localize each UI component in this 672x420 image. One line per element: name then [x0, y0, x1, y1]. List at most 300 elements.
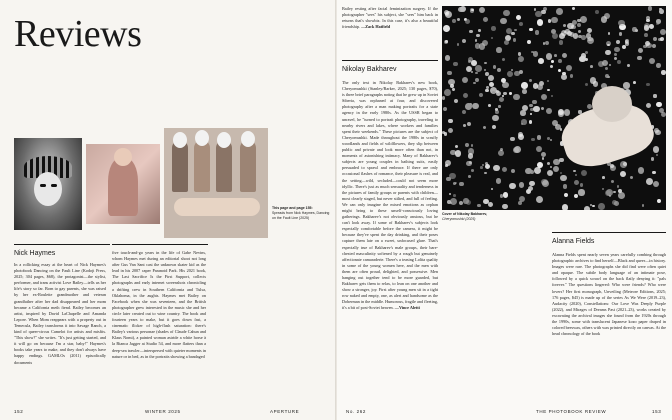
review-name-bakharev: Nikolay Bakharev — [342, 66, 397, 73]
flower-dot — [471, 60, 477, 66]
flower-dot — [488, 75, 494, 81]
flower-dot — [577, 19, 581, 23]
flower-dot — [565, 29, 569, 33]
flower-dot — [547, 80, 549, 82]
flower-dot — [546, 53, 552, 59]
flower-dot — [503, 10, 509, 16]
flower-dot — [457, 43, 459, 45]
flower-dot — [605, 50, 611, 56]
footer-issue: No. 262 — [346, 409, 366, 414]
flower-dot — [529, 181, 535, 187]
gutter — [335, 0, 337, 420]
flower-dot — [553, 166, 559, 172]
flower-dot — [484, 172, 486, 174]
mask-shape — [217, 132, 231, 148]
flower-dot — [637, 56, 642, 61]
footer-magazine: APERTURE — [270, 409, 300, 414]
flower-dot — [656, 102, 662, 108]
flower-dot — [448, 128, 453, 133]
intro-byline: —Zack Hatfield — [361, 24, 391, 30]
flower-dot — [601, 16, 607, 22]
flower-dot — [550, 166, 552, 168]
flower-dot — [608, 32, 611, 35]
eye-right — [51, 184, 57, 187]
flower-dot — [543, 7, 547, 11]
flower-dot — [502, 204, 508, 210]
flower-dot — [623, 82, 629, 88]
flower-dot — [449, 173, 456, 180]
flower-dot — [466, 200, 471, 205]
flower-dot — [563, 24, 566, 27]
caption-right-heading: Cover of Nikolay Bakharev, — [442, 212, 488, 216]
flower-dot — [509, 92, 511, 94]
flower-dot — [559, 40, 563, 44]
caption-right-body: Cheryomushki (2025) — [442, 217, 476, 221]
flower-dot — [656, 23, 659, 26]
flower-dot — [537, 162, 543, 168]
flower-dot — [455, 145, 459, 149]
flower-dot — [465, 103, 472, 110]
flower-dot — [581, 35, 586, 40]
flower-dot — [471, 71, 473, 73]
flower-dot — [605, 74, 609, 78]
flower-dot — [483, 199, 488, 204]
flower-dot — [530, 113, 532, 115]
flower-dot — [581, 170, 587, 176]
flower-dot — [649, 24, 654, 29]
flower-dot — [520, 110, 525, 115]
flower-dot — [457, 18, 461, 22]
flower-dot — [462, 77, 469, 84]
flower-dot — [492, 125, 496, 129]
flower-dot — [537, 19, 543, 25]
flower-dot — [614, 47, 620, 53]
review-haymes-col1: In a rollicking essay at the heart of Nick Haymes's photobook Dancing on the Fault Line (Kodoji Press, 2025; 304 pages, $68), the protagonist—the stylist, performer, and trans activist Love Bailey—tells us her life's story so far. Born to gay parents, she was raised by her ex-Roulette grandmother and veteran grandfather after her dad disappeared and her mom became a California meth fiend. Bailey becomes an artist, inspired by David LaChapelle and Amanda Lepore. When Mom reappears with a property out in Temecula, Bailey transforms it into Savage Ranch, a kind of queer-circus Camelot for artists and misfits. "This show?" she writes. "It's just getting started, and it will go on because I'm a star, baby!" Haymes's books take years to make, and they don't always have happy endings. GAMLOs (2011) episodically documents — [14, 262, 106, 365]
flower-dot — [617, 60, 621, 64]
caption-right — [442, 212, 496, 222]
flower-dot — [516, 15, 521, 20]
flower-dot — [592, 205, 594, 207]
flower-dot — [579, 56, 586, 63]
flower-dot — [611, 180, 615, 184]
flower-dot — [499, 97, 504, 102]
flower-dot — [590, 204, 592, 206]
flower-dot — [529, 120, 533, 124]
head-shape — [114, 148, 132, 166]
flower-dot — [652, 171, 656, 175]
flower-dot — [560, 175, 567, 182]
flower-dot — [564, 193, 569, 198]
flower-dot — [578, 189, 584, 195]
flower-dot — [545, 41, 550, 46]
flower-dot — [452, 19, 456, 23]
flower-dot — [459, 182, 464, 187]
flower-dot — [614, 53, 617, 56]
flower-dot — [491, 37, 493, 39]
flower-dot — [519, 182, 524, 187]
flower-dot — [462, 39, 466, 43]
flower-dot — [547, 162, 550, 165]
flower-dot — [469, 30, 472, 33]
caption-left — [272, 206, 330, 221]
flower-dot — [522, 89, 526, 93]
flower-dot — [602, 188, 605, 191]
review-haymes-col2: five touch-and-go years in the life of Gabe Nevins, whom Haymes met during an editorial shoot not long after Gus Van Sant cast the unknown skater kid as the lead in his 2007 caper Paranoid Park. His 2021 book, The Last Sacrifice Is the First Support, collects photographs and early internet screenshots chronicling a drifting crew in Southern California and Tulsa, Oklahoma, in the aughts. Haymes met Bailey on Facebook when she was seventeen, and the British photographer grew interested in the music she and her circle later created out to wine country. The book and fourteen years to make, but it goes down fast, a cinematic flicker of high-flash saturation: there's Bailey's various personae (shades of Claude Cahun and Klaus Nomi), a painted woman astride a white horse à la Bianca Jagger at Studio 54, and more flatters than a deep-sea trawler—interspersed with quieter moments in nature or in bed, as in the portraits showing a bandaged — [112, 250, 206, 359]
flower-dot — [496, 47, 501, 52]
flower-dot — [496, 178, 501, 183]
flower-dot — [478, 29, 481, 32]
review-bakharev — [342, 80, 438, 312]
flower-dot — [627, 64, 630, 67]
flower-dot — [653, 37, 658, 42]
page-number-right: 153 — [652, 409, 662, 414]
flower-dot — [521, 123, 523, 125]
flower-dot — [491, 26, 496, 31]
flower-dot — [551, 95, 553, 97]
flower-dot — [554, 54, 557, 57]
flower-dot — [445, 55, 451, 61]
flower-dot — [476, 34, 479, 37]
flower-dot — [534, 167, 541, 174]
flower-dot — [616, 40, 620, 44]
flower-dot — [506, 28, 512, 34]
flower-dot — [518, 52, 521, 55]
flower-dot — [570, 74, 574, 78]
flower-dot — [452, 88, 454, 90]
flower-dot — [535, 30, 540, 35]
flower-dot — [656, 63, 661, 68]
caption-left-body: Spreads from Nick Haymes, Dancing on the Fault Line (2025) — [272, 211, 330, 220]
flower-dot — [580, 16, 587, 23]
flower-dot — [619, 32, 622, 35]
flower-dot — [536, 146, 542, 152]
page-number-left: 152 — [14, 409, 24, 414]
flower-dot — [661, 70, 666, 75]
flower-dot — [547, 137, 550, 140]
flower-dot — [518, 132, 523, 137]
photo-flower-couple — [442, 6, 666, 210]
flower-dot — [529, 79, 532, 82]
flower-dot — [580, 183, 583, 186]
flower-dot — [484, 69, 487, 72]
flower-dot — [492, 115, 498, 121]
flower-dot — [572, 7, 575, 10]
flower-dot — [618, 192, 625, 199]
flower-dot — [550, 139, 553, 142]
flower-dot — [500, 18, 507, 25]
flower-dot — [551, 60, 554, 63]
review-bakharev-body: The only text in Nikolay Bakharev's new book, Cheryomushki (Stanley/Barker, 2025; 130 pages, $70), is three brief paragraphs noting that he grew up in Soviet Siberia, was orphaned at four, and discovered photography after a man making portraits for a state agency in the early 1980s. As the USSR began to unravel, he "turned to portrait photography, traveling to nearby rivers and lakes, where workers and families spent their weekends." These pictures are the subject of Cheryomushki. Made throughout the 1980s in scruffy woodlands and fields of wildflowers, they slip between public and private and look more often than not, in moments of astonishing intimacy. Many of Bakharev's subjects are young couples in bathing suits, easily persuaded to sprawl and embrace. If there are only occasional flashes of romance, their pleasure is real, and the setting—wild, secluded—could not seem more idyllic. There's just as much sensuality and tenderness in the pictures of family groups or parents with children—most clearly staged, but never stilted, and full of feeling. We can only imagine the mixed emotions as orphan might bring to these unself-consciously loving gatherings. Bakharev's not obviously anxious, but he can't look away. If some of Bakharev's subjects look especially comfortable before the camera, it might be because they've spent the day drinking, and their poses capture them late on a sweet, unfocused glare. That's especially true of Bakharev's male groups, their bare-chested masculinity softened by a rough but genuinely affectionate camaraderie. There's a teasing Lolita quality in some of the young women here, and the men with them are often proud, delighted, and possessive. Men hanging out together tend to be more guarded, but Bakharev gets them to relax, to lean on one another and show a stronger, joy. First after young men sit in a tight row naked and empty, one, as alert and handsome as the Doberman in the middle. Humorous, fragile and fleeting, it's a bit of post-Soviet heaven. — [342, 80, 438, 311]
flower-dot — [468, 148, 475, 155]
flower-dot — [495, 110, 499, 114]
flower-dot — [443, 107, 447, 111]
flower-dot — [463, 124, 466, 127]
flower-dot — [463, 93, 468, 98]
flower-dot — [453, 182, 456, 185]
figure-shape — [108, 158, 138, 216]
flower-dot — [648, 6, 653, 11]
flower-dot — [577, 23, 581, 27]
flower-dot — [458, 7, 463, 12]
flower-dot — [563, 184, 568, 189]
flower-dot — [497, 68, 501, 72]
flower-dot — [449, 193, 451, 195]
flower-dot — [542, 180, 549, 187]
flower-dot — [646, 103, 652, 109]
flower-dot — [471, 169, 474, 172]
flower-dot — [530, 170, 534, 174]
flower-dot — [462, 110, 466, 114]
flower-dot — [510, 137, 514, 141]
flower-dot — [620, 171, 626, 177]
flower-dot — [632, 27, 636, 31]
flower-dot — [531, 138, 535, 142]
flower-dot — [513, 38, 517, 42]
flower-dot — [491, 188, 493, 190]
flower-dot — [564, 109, 571, 116]
flower-dot — [483, 126, 486, 129]
flower-dot — [538, 136, 541, 139]
flower-dot — [595, 10, 599, 14]
flower-dot — [638, 48, 643, 53]
intro-column — [342, 6, 438, 30]
flower-dot — [574, 194, 578, 198]
flower-dot — [646, 19, 650, 23]
flower-dot — [518, 201, 522, 205]
flower-dot — [625, 40, 628, 43]
reviews-title: Reviews — [14, 13, 142, 55]
flower-dot — [444, 89, 451, 96]
flower-dot — [638, 167, 644, 173]
flower-dot — [573, 170, 576, 173]
flower-dot — [605, 190, 611, 196]
flower-dot — [605, 67, 608, 70]
divider — [112, 244, 208, 245]
flower-dot — [485, 89, 489, 93]
flower-dot — [556, 8, 563, 15]
photo-crowned-face — [14, 138, 82, 230]
flower-dot — [609, 64, 611, 66]
flower-dot — [550, 65, 554, 69]
flower-dot — [442, 131, 445, 134]
flower-dot — [488, 104, 491, 107]
flower-dot — [558, 111, 564, 117]
divider — [14, 244, 110, 245]
flower-dot — [598, 203, 605, 210]
flower-dot — [642, 204, 644, 206]
flower-dot — [542, 157, 545, 160]
review-name-fields: Alanna Fields — [552, 238, 595, 245]
flower-dot — [475, 65, 482, 72]
flower-dot — [590, 65, 593, 68]
person-shape — [194, 140, 210, 192]
flower-dot — [479, 43, 486, 50]
flower-dot — [547, 170, 553, 176]
flower-dot — [531, 51, 534, 54]
flower-dot — [471, 9, 473, 11]
flower-dot — [612, 200, 617, 205]
flower-dot — [518, 56, 524, 62]
flower-dot — [465, 19, 470, 24]
flower-dot — [646, 178, 653, 185]
flower-dot — [465, 143, 469, 147]
flower-dot — [467, 122, 471, 126]
flower-dot — [521, 82, 528, 89]
flower-dot — [514, 146, 521, 153]
flower-dot — [613, 191, 615, 193]
flower-dot — [529, 104, 532, 107]
mask-shape — [173, 132, 187, 148]
flower-dot — [498, 105, 500, 107]
flower-dot — [445, 164, 448, 167]
flower-dot — [529, 28, 533, 32]
flower-dot — [444, 10, 449, 15]
flower-dot — [527, 40, 531, 44]
flower-dot — [453, 194, 456, 197]
flower-dot — [657, 199, 661, 203]
flower-dot — [598, 61, 604, 67]
couple-head-shape — [592, 86, 632, 122]
flower-dot — [653, 146, 660, 153]
flower-dot — [513, 94, 520, 101]
eye-left — [40, 184, 46, 187]
flower-dot — [584, 206, 591, 210]
flower-dot — [562, 204, 569, 210]
flower-dot — [511, 169, 515, 173]
flower-dot — [551, 17, 557, 23]
flower-dot — [485, 164, 490, 169]
flower-dot — [493, 65, 497, 69]
flower-dot — [483, 17, 488, 22]
flower-dot — [493, 165, 500, 172]
flower-dot — [633, 81, 636, 84]
flower-dot — [578, 30, 581, 33]
caption-left-heading: This page and page 155: — [272, 206, 313, 210]
flower-dot — [477, 204, 481, 208]
flower-dot — [659, 9, 664, 14]
flower-dot — [541, 107, 544, 110]
flower-dot — [442, 96, 445, 99]
flower-dot — [511, 32, 514, 35]
flower-dot — [502, 167, 507, 172]
flower-dot — [610, 165, 616, 171]
flower-dot — [566, 65, 572, 71]
flower-dot — [468, 175, 471, 178]
face-shape — [34, 172, 62, 206]
person-shape — [240, 140, 256, 192]
flower-dot — [652, 44, 656, 48]
flower-dot — [606, 41, 611, 46]
flower-dot — [453, 62, 457, 66]
mask-shape — [241, 131, 255, 147]
flower-dot — [546, 108, 552, 114]
intro-text: Bailey resting after facial feminization surgery. If the photographer "sees" his subject, she "sees" him back in returns that's showbiz. In this case, it's also a beautiful friendship. — [342, 6, 438, 30]
flower-dot — [646, 83, 650, 87]
flower-dot — [475, 39, 478, 42]
flower-dot — [558, 59, 562, 63]
flower-dot — [496, 90, 499, 93]
flower-dot — [617, 185, 620, 188]
flower-dot — [559, 158, 564, 163]
flower-dot — [660, 37, 664, 41]
flower-dot — [532, 100, 536, 104]
flower-dot — [454, 99, 459, 104]
divider — [552, 232, 666, 233]
flower-dot — [445, 40, 448, 43]
flower-dot — [590, 38, 593, 41]
flower-dot — [541, 94, 547, 100]
footer-season: WINTER 2025 — [145, 409, 181, 414]
flower-dot — [653, 181, 659, 187]
flower-dot — [479, 93, 483, 97]
flower-dot — [503, 192, 509, 198]
flower-dot — [646, 43, 651, 48]
flower-dot — [653, 94, 656, 97]
flower-dot — [536, 196, 543, 203]
flower-dot — [660, 29, 666, 35]
flower-dot — [514, 29, 517, 32]
flower-dot — [526, 189, 531, 194]
flower-dot — [552, 33, 558, 39]
mask-shape — [195, 130, 209, 146]
flower-dot — [649, 58, 655, 64]
flower-dot — [448, 119, 452, 123]
review-name-haymes: Nick Haymes — [14, 250, 56, 257]
flower-dot — [466, 161, 472, 167]
photo-masked-group — [164, 128, 268, 238]
flower-dot — [644, 33, 648, 37]
flower-dot — [560, 172, 562, 174]
flower-dot — [538, 58, 544, 64]
flower-dot — [443, 25, 450, 32]
flower-dot — [585, 83, 588, 86]
review-bakharev-byline: —Vince Aletti — [394, 305, 420, 311]
flower-dot — [502, 58, 505, 61]
divider — [342, 60, 438, 61]
flower-dot — [519, 70, 523, 74]
flower-dot — [489, 82, 494, 87]
flower-dot — [519, 22, 523, 26]
flower-dot — [507, 71, 513, 77]
flower-dot — [484, 62, 487, 65]
flower-dot — [656, 154, 659, 157]
flower-dot — [471, 144, 474, 147]
flower-dot — [511, 69, 513, 71]
flower-dot — [480, 166, 483, 169]
flower-dot — [535, 11, 541, 17]
reclining-body-shape — [174, 198, 260, 216]
flower-dot — [547, 89, 550, 92]
flower-dot — [644, 25, 649, 30]
photo-pink-figure — [86, 144, 160, 224]
flower-dot — [558, 69, 561, 72]
flower-dot — [455, 150, 461, 156]
flower-dot — [475, 72, 478, 75]
flower-dot — [630, 176, 633, 179]
footer-section-title: THE PHOTOBOOK REVIEW — [536, 409, 607, 414]
flower-dot — [562, 53, 567, 58]
flower-dot — [509, 183, 516, 190]
flower-dot — [447, 71, 452, 76]
flower-dot — [504, 40, 509, 45]
review-fields-body: Alanna Fields spent nearly seven years carefully combing through photographic archives to find herself—Black and queer—in history. Images were rare. The photographs she did find were often quiet and opaque. The subtle body language of an intimate pose, followed by a quick scrawl on the back flatly denying it: "pals forever." The questions lingered: Who were friends? Who were lovers? Her first monograph, Unveiling (Meteore Editions, 2025; 176 pages, $45) is made up of the series As We Were (2019–23), Audacity (2020), Constellations: Our Love Was Deeply Purple (2022), and Mirages of Dreams Past (2021–23), works created by excavating the archival images she found from the 1920s through the 1990s, some with translucent Japanese kozo paper draped in colored beeswax, others with wax printed directly on canvas. At the head chronology of the book — [552, 252, 666, 337]
flower-dot — [651, 157, 654, 160]
flower-dot — [473, 82, 475, 84]
flower-dot — [533, 106, 539, 112]
flower-dot — [602, 176, 605, 179]
flower-dot — [575, 174, 577, 176]
flower-dot — [459, 201, 463, 205]
